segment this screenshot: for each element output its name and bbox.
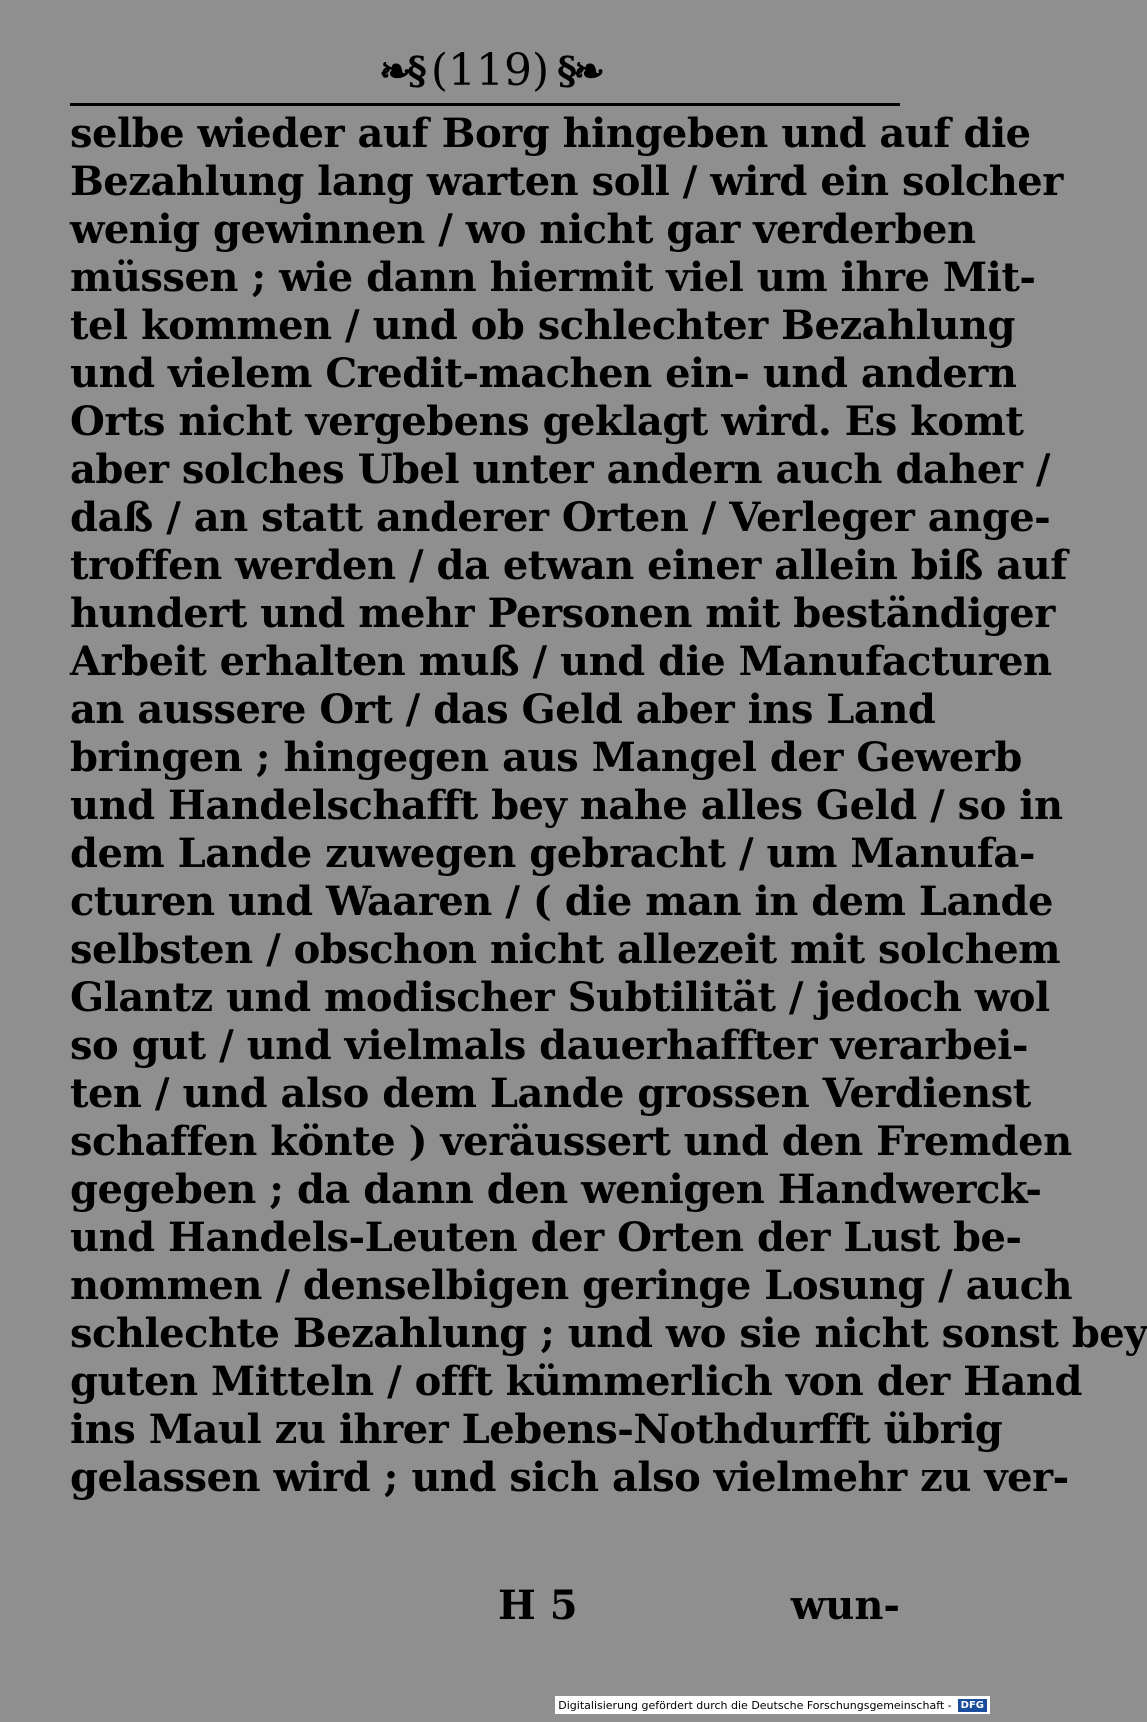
text-line: wenig gewinnen / wo nicht gar verderben (70, 206, 976, 253)
text-line: cturen und Waaren / ( die man in dem Lande (70, 878, 1053, 925)
ornament-right: §❧ (557, 48, 601, 93)
text-line: Glantz und modischer Subtilität / jedoch wol (70, 974, 1050, 1021)
text-line: bringen ; hingegen aus Mangel der Gewerb (70, 734, 1022, 781)
text-line: an aussere Ort / das Geld aber ins Land (70, 686, 936, 733)
text-line: gelassen wird ; und sich also vielmehr zu ver- (70, 1454, 1069, 1501)
signature-mark: H 5 (498, 1582, 578, 1629)
text-line: nommen / denselbigen geringe Losung / auch (70, 1262, 1073, 1309)
page-header (350, 42, 630, 100)
text-line: gegeben ; da dann den wenigen Handwerck- (70, 1166, 1042, 1213)
footer-text: Digitalisierung gefördert durch die Deutsche Forschungsgemeinschaft - (558, 1698, 952, 1712)
text-line: Orts nicht vergebens geklagt wird. Es komt (70, 398, 1024, 445)
text-line: aber solches Ubel unter andern auch daher / (70, 446, 1050, 493)
text-line: so gut / und vielmals dauerhaffter verarbei- (70, 1022, 1028, 1069)
text-line: troffen werden / da etwan einer allein biß auf (70, 542, 1067, 589)
text-line: dem Lande zuwegen gebracht / um Manufa- (70, 830, 1035, 877)
text-line: Bezahlung lang warten soll / wird ein solcher (70, 158, 1063, 205)
text-line: selbe wieder auf Borg hingeben und auf die (70, 110, 1031, 157)
text-line: Arbeit erhalten muß / und die Manufacturen (70, 638, 1052, 685)
text-line: und vielem Credit-machen ein- und andern (70, 350, 1017, 397)
text-line: und Handels-Leuten der Orten der Lust be- (70, 1214, 1022, 1261)
ornament-left: ❧§ (379, 48, 423, 93)
digitization-footer (555, 1696, 990, 1714)
text-line: schaffen könte ) veräussert und den Fremden (70, 1118, 1072, 1165)
catchword: wun- (790, 1582, 900, 1629)
text-line: selbsten / obschon nicht allezeit mit solchem (70, 926, 1061, 973)
text-line: hundert und mehr Personen mit beständiger (70, 590, 1055, 637)
body-text (70, 110, 1147, 1502)
text-line: daß / an statt anderer Orten / Verleger ange- (70, 494, 1051, 541)
text-line: ins Maul zu ihrer Lebens-Nothdurfft übrig (70, 1406, 1003, 1453)
text-line: tel kommen / und ob schlechter Bezahlung (70, 302, 1015, 349)
text-line: guten Mitteln / offt kümmerlich von der Hand (70, 1358, 1082, 1405)
text-line: müssen ; wie dann hiermit viel um ihre Mit- (70, 254, 1036, 301)
page-bottom (70, 1582, 910, 1632)
header-rule (70, 103, 900, 106)
dfg-logo: DFG (958, 1699, 987, 1712)
page-number: (119) (430, 45, 550, 96)
text-line: und Handelschafft bey nahe alles Geld / so in (70, 782, 1063, 829)
text-line: ten / und also dem Lande grossen Verdienst (70, 1070, 1031, 1117)
text-line: schlechte Bezahlung ; und wo sie nicht sonst bey (70, 1310, 1147, 1357)
